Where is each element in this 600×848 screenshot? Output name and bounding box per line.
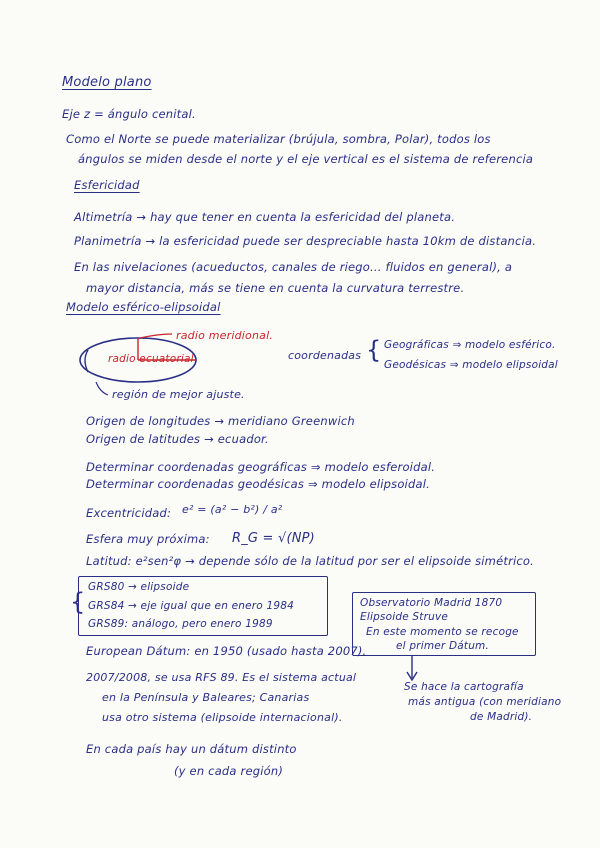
page-title: Modelo plano [62, 75, 152, 90]
primer-datum-note: el primer Dátum. [396, 640, 490, 652]
excentricidad-label: Excentricidad: [86, 506, 172, 520]
origen-longitudes: Origen de longitudes → meridiano Greenwich [86, 414, 355, 428]
excentricidad-formula: e² = (a² − b²) / a² [182, 503, 283, 516]
grs89-note: GRS89: análogo, pero enero 1989 [88, 618, 273, 630]
altimetria-note: Altimetría → hay que tener en cuenta la esfericidad del planeta. [74, 210, 456, 224]
rfs89-line-3: usa otro sistema (elipsoide internacional). [102, 711, 343, 724]
latitud-note: Latitud: e²sen²φ → depende sólo de la latitud por ser el elipsoide simétrico. [86, 554, 535, 568]
determinar-geograficas: Determinar coordenadas geográficas ⇒ modelo esferoidal. [86, 460, 436, 474]
norte-line-1: Como el Norte se puede materializar (brújula, sombra, Polar), todos los [66, 132, 491, 146]
region-ajuste-label: región de mejor ajuste. [112, 388, 245, 401]
cartografia-line-1: Se hace la cartografía [404, 681, 524, 693]
geograficas-note: Geográficas ⇒ modelo esférico. [384, 339, 556, 351]
struve-note: Elipsoide Struve [360, 611, 449, 623]
cartografia-line-3: de Madrid). [470, 711, 533, 723]
brace-icon: { [366, 336, 382, 364]
esfera-formula: R_G = √(NP) [232, 531, 315, 546]
determinar-geodesicas: Determinar coordenadas geodésicas ⇒ modelo elipsoidal. [86, 477, 430, 491]
planimetria-note: Planimetría → la esfericidad puede ser despreciable hasta 10km de distancia. [74, 234, 537, 248]
geodesicas-note: Geodésicas ⇒ modelo elipsoidal [384, 359, 558, 371]
grs84-note: GRS84 → eje igual que en enero 1984 [88, 600, 294, 612]
grs-brace-icon: { [70, 588, 86, 616]
esferico-heading: Modelo esférico-elipsoidal [66, 300, 221, 314]
observatorio-note: Observatorio Madrid 1870 [360, 597, 503, 609]
origen-latitudes: Origen de latitudes → ecuador. [86, 432, 269, 446]
esfera-label: Esfera muy próxima: [86, 532, 210, 546]
momento-note: En este momento se recoge [366, 626, 519, 638]
eje-note: Eje z = ángulo cenital. [62, 107, 196, 121]
rfs89-line-1: 2007/2008, se usa RFS 89. Es el sistema actual [86, 671, 357, 684]
norte-line-2: ángulos se miden desde el norte y el eje vertical es el sistema de referencia [78, 152, 534, 166]
esfericidad-heading: Esfericidad [74, 178, 140, 192]
nivelaciones-line-1: En las nivelaciones (acueductos, canales de riego... fluidos en general), a [74, 260, 513, 274]
european-datum-note: European Dátum: en 1950 (usado hasta 2007). [86, 644, 367, 658]
nivelaciones-line-2: mayor distancia, más se tiene en cuenta la curvatura terrestre. [86, 281, 465, 295]
cartografia-line-2: más antigua (con meridiano [408, 696, 562, 708]
radio-ecuatorial-label: radio ecuatorial [108, 353, 194, 365]
rfs89-line-2: en la Península y Baleares; Canarias [102, 691, 310, 704]
grs80-note: GRS80 → elipsoide [88, 581, 190, 593]
footer-note-2: (y en cada región) [174, 764, 284, 778]
footer-note-1: En cada país hay un dátum distinto [86, 742, 297, 756]
radio-meridional-label: radio meridional. [176, 329, 274, 342]
coordenadas-label: coordenadas [288, 349, 362, 362]
